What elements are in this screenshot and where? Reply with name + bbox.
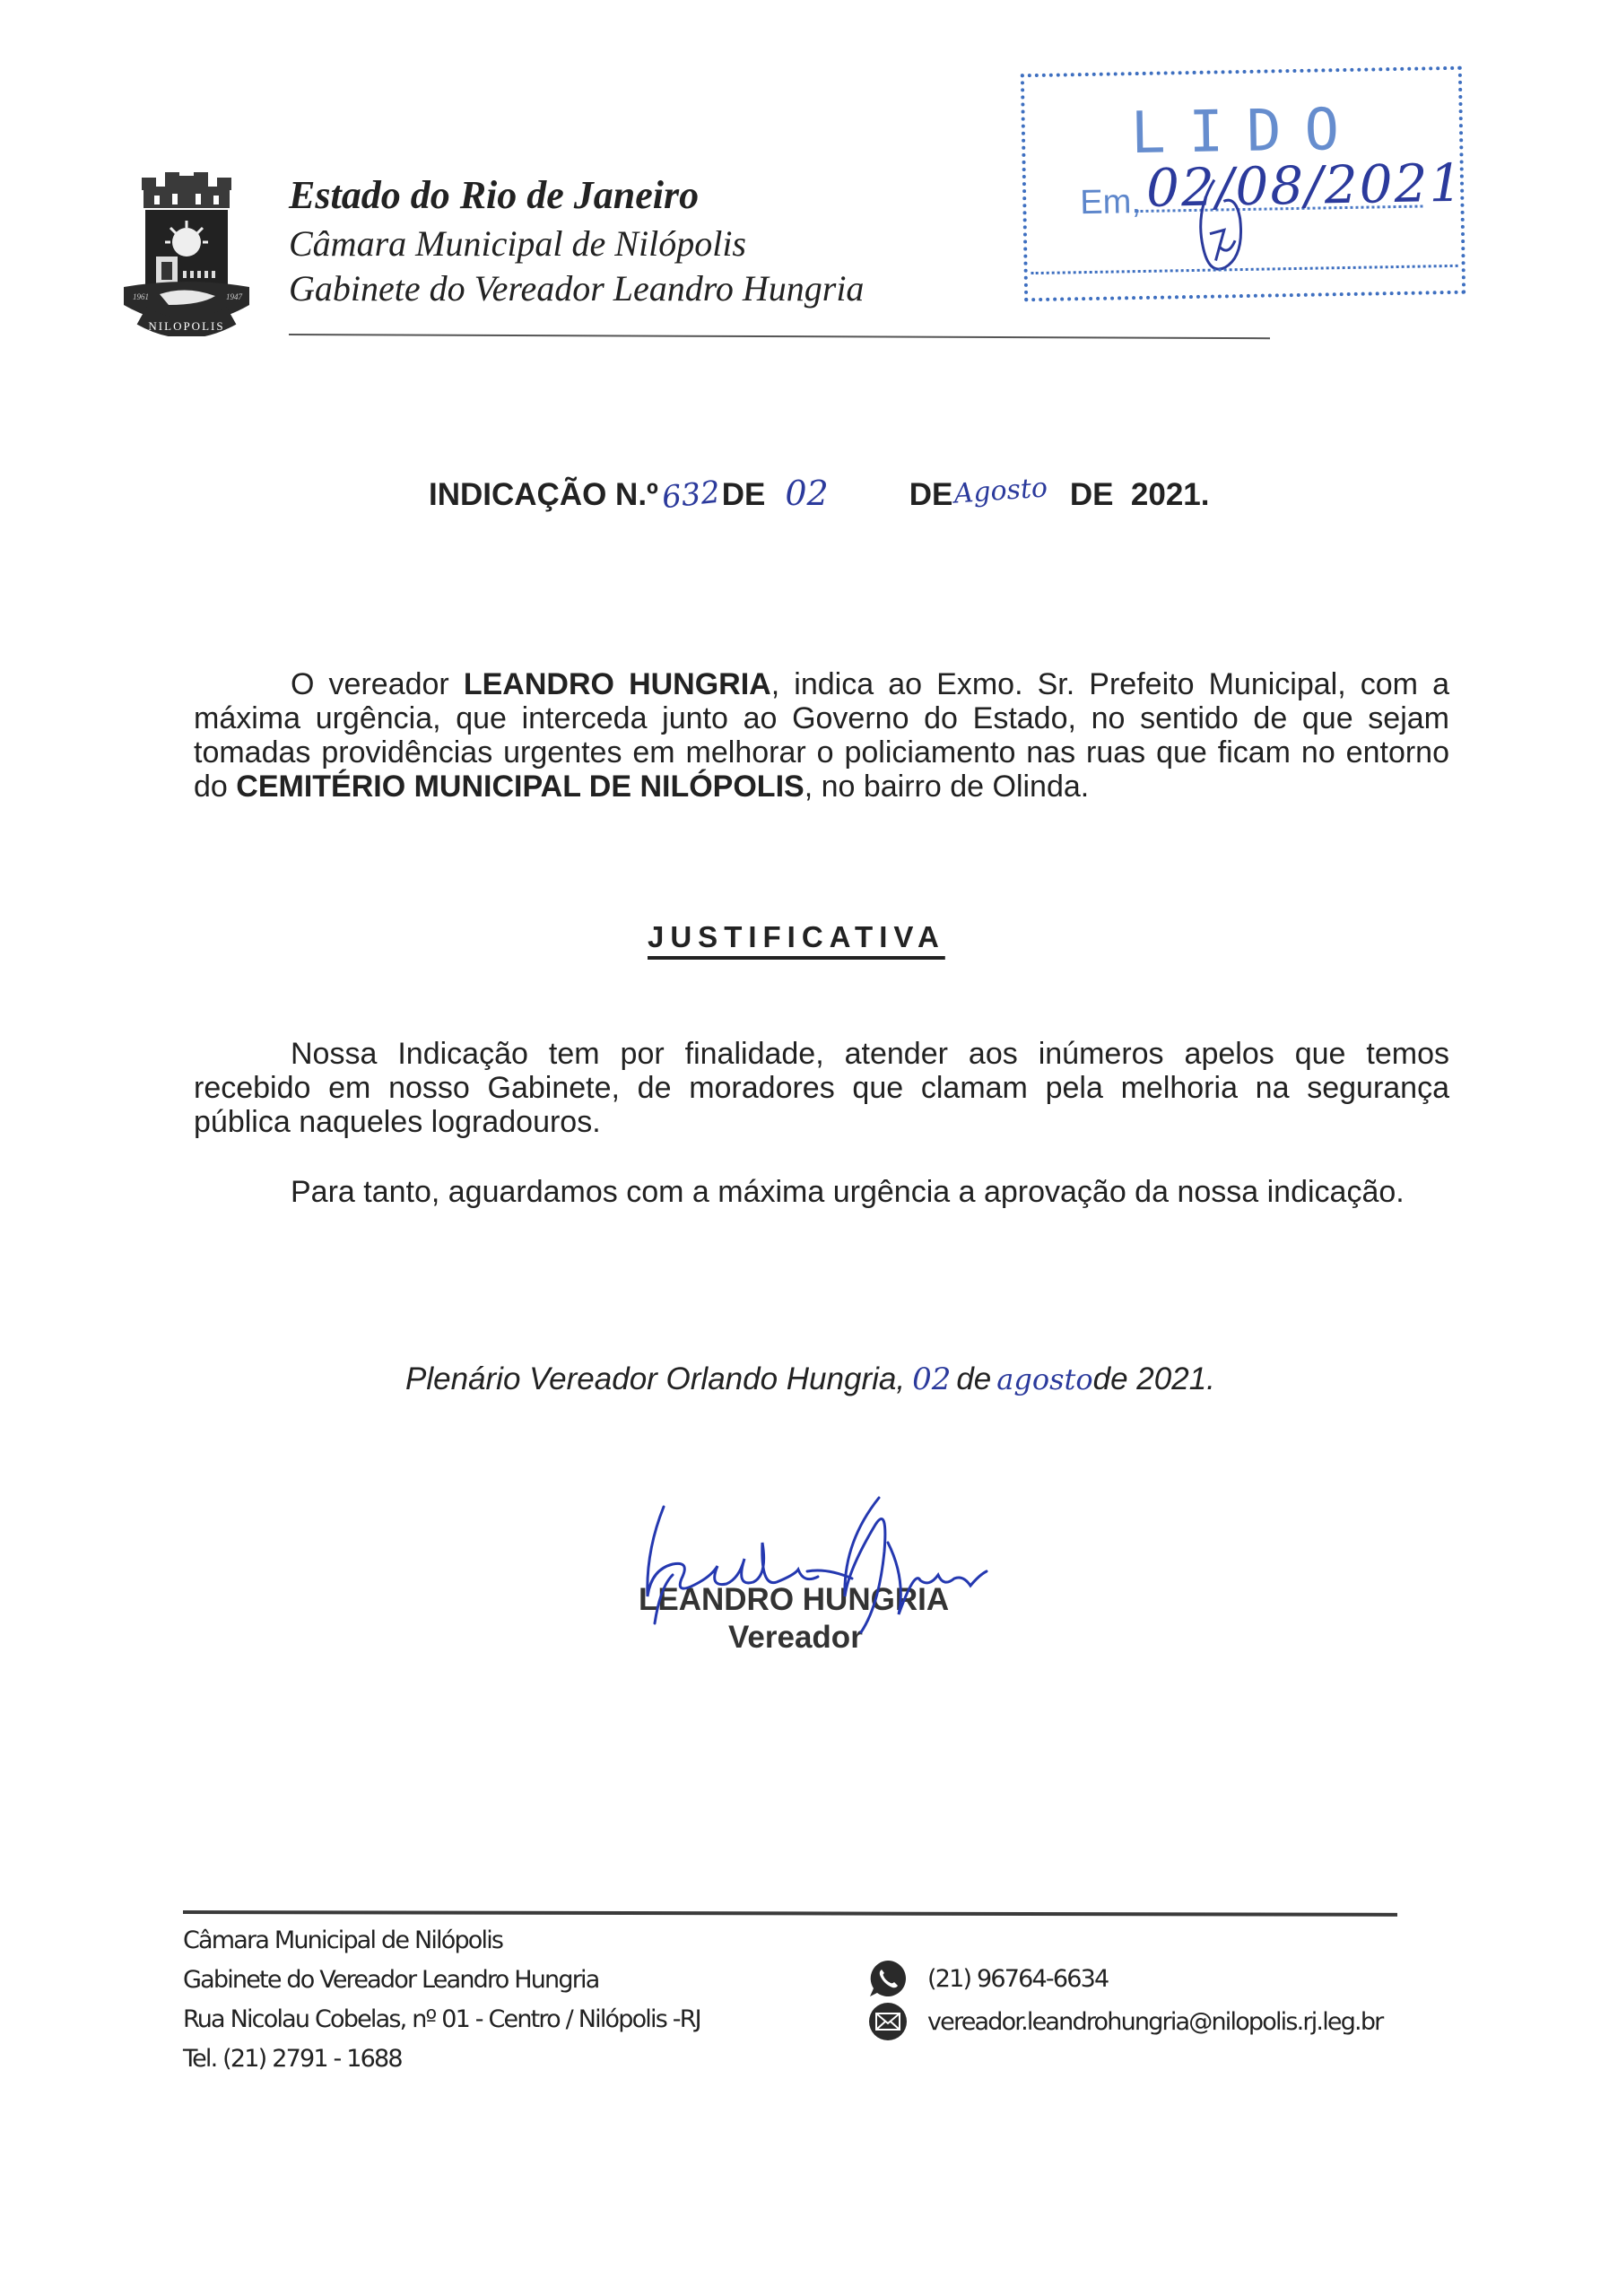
title-day-handwritten: 02 — [785, 474, 829, 513]
title-de-2: DE — [909, 477, 953, 512]
email-address: vereador.leandrohungria@nilopolis.rj.leg.br — [927, 2007, 1383, 2036]
closing-de: de — [956, 1361, 992, 1396]
title-month-handwritten: Agosto — [952, 472, 1049, 510]
stamp-label: LIDO — [1130, 96, 1363, 168]
whatsapp-number: (21) 96764-6634 — [927, 1964, 1109, 1993]
svg-text:1961: 1961 — [133, 292, 149, 301]
title-prefix: INDICAÇÃO N.º — [429, 477, 658, 512]
whatsapp-contact[interactable] — [868, 1957, 1382, 2000]
handwritten-signature — [619, 1489, 996, 1641]
footer-line: Rua Nicolau Cobelas, nº 01 - Centro / Nilópolis -RJ — [183, 2005, 700, 2033]
p1-councilor-name: LEANDRO HUNGRIA — [463, 667, 771, 701]
title-number-handwritten: 632 — [659, 474, 722, 517]
footer-line: Tel. (21) 2791 - 1688 — [183, 2045, 402, 2073]
email-contact[interactable] — [868, 2000, 1382, 2043]
footer-contacts — [868, 1957, 1382, 2043]
header-divider — [289, 334, 1270, 339]
signatory-name: LEANDRO HUNGRIA — [639, 1582, 950, 1617]
svg-text:NILOPOLIS: NILOPOLIS — [148, 319, 225, 333]
paragraph-conclusion: Para tanto, aguardamos com a máxima urgência a aprovação da nossa indicação. — [291, 1175, 1405, 1209]
whatsapp-icon — [868, 1959, 908, 1998]
stamp-date: 02/08/2021 — [1145, 152, 1465, 219]
closing-day-handwritten: 02 — [912, 1361, 952, 1397]
svg-text:1947: 1947 — [226, 292, 242, 301]
email-icon — [868, 2002, 908, 2041]
title-de-3: DE — [1069, 477, 1114, 512]
header-office: Gabinete do Vereador Leandro Hungria — [289, 268, 865, 309]
p1-cemetery-name: CEMITÉRIO MUNICIPAL DE NILÓPOLIS — [236, 770, 804, 804]
title-de-1: DE — [721, 477, 766, 512]
stamp-initials-signature — [1187, 174, 1252, 283]
signatory-role: Vereador — [728, 1620, 863, 1655]
p1-text-c: , no bairro de Olinda. — [804, 770, 1090, 804]
header-chamber: Câmara Municipal de Nilópolis — [289, 223, 746, 264]
closing-year: de 2021. — [1092, 1361, 1215, 1396]
closing-place-date — [405, 1361, 1215, 1397]
footer-divider — [183, 1910, 1397, 1917]
paragraph-indication — [194, 667, 1449, 804]
closing-place: Plenário Vereador Orlando Hungria, — [405, 1361, 906, 1396]
header-state: Estado do Rio de Janeiro — [289, 173, 700, 217]
footer-line: Gabinete do Vereador Leandro Hungria — [183, 1966, 599, 1994]
p1-text-a: O vereador — [291, 667, 464, 701]
closing-month-handwritten: agosto — [996, 1362, 1093, 1396]
stamp-em-label: Em, — [1079, 182, 1142, 222]
coat-of-arms-logo — [115, 170, 258, 336]
justification-heading: JUSTIFICATIVA — [648, 920, 945, 953]
lido-stamp — [1021, 66, 1465, 302]
document-title — [429, 472, 1210, 517]
p1-text-b: , indica ao Exmo. Sr. Prefeito Municipal, com a máxima urgência, que interceda junto ao Governo do Estado, no sentido de que sejam tomadas providências urgentes em melhorar o policiamento nas ruas que ficam no entorno do — [194, 667, 1450, 804]
title-year: 2021. — [1130, 477, 1210, 512]
footer-address-block — [183, 1921, 700, 2079]
footer-line: Câmara Municipal de Nilópolis — [183, 1926, 503, 1954]
paragraph-justification: Nossa Indicação tem por finalidade, atender aos inúmeros apelos que temos recebido em nosso Gabinete, de moradores que clamam pela melhoria na segurança pública naqueles logradouros. — [194, 1037, 1449, 1139]
